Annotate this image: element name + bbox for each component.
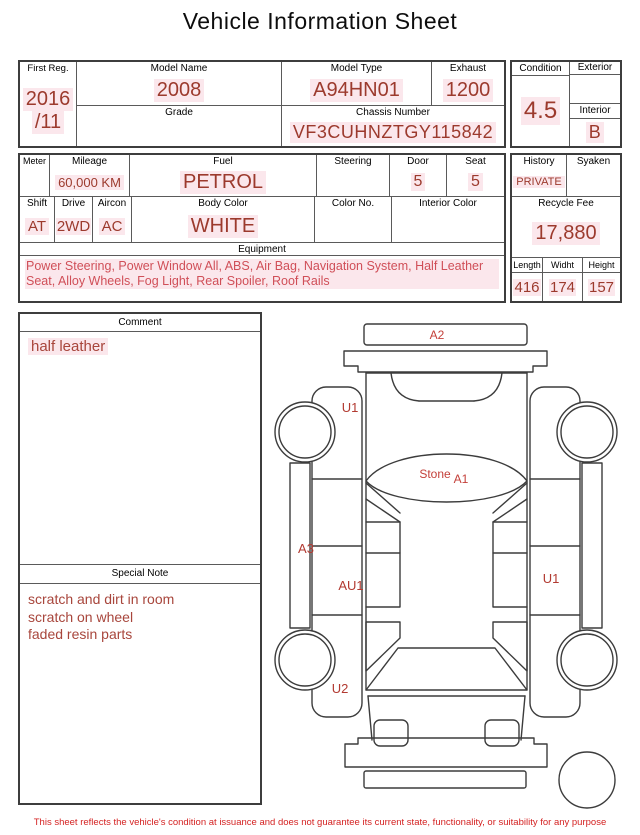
history-label: History — [523, 156, 555, 167]
history-row — [512, 155, 620, 197]
spec-row-2 — [20, 197, 504, 243]
condition-value: 4.5 — [521, 97, 560, 125]
vehicle-identity-table — [18, 60, 506, 148]
spare-wheel — [559, 752, 615, 808]
steering-label: Steering — [334, 156, 372, 167]
interior-label: Interior — [570, 103, 620, 119]
rear-window — [366, 648, 527, 690]
color-no-label: Color No. — [331, 198, 375, 209]
door-value: 5 — [411, 173, 426, 191]
special-note-label: Special Note — [20, 564, 260, 584]
model-name-cell — [77, 62, 282, 105]
exterior-label: Exterior — [570, 62, 620, 75]
fuel-cell — [130, 155, 317, 196]
width-label: Widht — [543, 258, 582, 273]
damage-label-a1: A1 — [453, 472, 469, 486]
front-left-wheel — [275, 402, 335, 462]
page-title: Vehicle Information Sheet — [182, 8, 458, 34]
model-type-label: Model Type — [330, 63, 383, 74]
door-label: Door — [407, 156, 429, 167]
model-name-value: 2008 — [154, 79, 205, 102]
shift-label: Shift — [26, 198, 47, 209]
special-note-area — [20, 584, 260, 803]
recycle-fee-cell — [512, 197, 620, 258]
door-cell — [390, 155, 447, 196]
model-type-cell — [282, 62, 432, 105]
drive-value: 2WD — [56, 217, 91, 235]
rear-right-wheel — [557, 630, 617, 690]
length-cell — [512, 258, 543, 301]
car-damage-diagram — [270, 310, 640, 810]
comment-box — [18, 312, 262, 805]
shift-value: AT — [25, 218, 49, 235]
syaken-cell — [567, 155, 620, 196]
comment-value: half leather — [28, 338, 108, 355]
damage-label-a3: A3 — [298, 541, 314, 556]
width-value: 174 — [549, 278, 576, 296]
exhaust-value: 1200 — [443, 79, 494, 102]
chassis-number-label: Chassis Number — [356, 107, 430, 118]
meter-label: Meter — [22, 156, 46, 166]
history-recycle-table — [510, 153, 622, 303]
body-color-cell — [132, 197, 315, 242]
spec-row-1 — [20, 155, 504, 197]
equipment-label: Equipment — [20, 243, 504, 256]
first-reg-label: First Reg. — [27, 63, 69, 74]
damage-label-stone: Stone — [419, 467, 451, 481]
front-bumper-top — [364, 324, 527, 345]
grade-cell — [77, 106, 282, 146]
meter-cell — [20, 155, 50, 196]
recycle-fee-label: Recycle Fee — [538, 198, 594, 209]
aircon-cell — [93, 197, 132, 242]
equipment-value-area — [20, 256, 504, 301]
recycle-fee-value: 17,880 — [532, 222, 599, 245]
front-right-wheel — [557, 402, 617, 462]
shift-cell — [20, 197, 55, 242]
exterior-interior-cell — [570, 62, 620, 146]
identity-row-bottom — [77, 106, 504, 146]
comment-label: Comment — [20, 314, 260, 332]
right-rocker-panel — [582, 463, 602, 628]
interior-value: B — [586, 122, 605, 143]
model-name-label: Model Name — [150, 63, 208, 74]
special-note-line: scratch on wheel — [28, 608, 134, 625]
front-bumper — [344, 351, 547, 372]
damage-label-u2: U2 — [331, 681, 349, 696]
first-reg-cell — [20, 62, 77, 146]
chassis-number-value: VF3CUHNZTGY115842 — [290, 122, 496, 143]
disclaimer-text: This sheet reflects the vehicle's condition at issuance and does not guarantee its current state, functionality, or suitability for any purpose — [33, 817, 607, 828]
width-cell — [543, 258, 583, 301]
body-color-label: Body Color — [198, 198, 248, 209]
drive-label: Drive — [61, 198, 86, 209]
height-label: Height — [583, 258, 620, 273]
mileage-cell — [50, 155, 130, 196]
damage-label-u1-left: U1 — [341, 400, 359, 415]
condition-table — [510, 60, 622, 148]
syaken-label: Syaken — [576, 156, 611, 167]
damage-label-a2: A2 — [429, 328, 445, 342]
condition-cell — [512, 62, 570, 146]
exhaust-label: Exhaust — [449, 63, 487, 74]
rear-bumper — [345, 738, 547, 767]
damage-label-au1: AU1 — [338, 578, 364, 593]
body-color-value: WHITE — [188, 215, 258, 238]
exhaust-cell — [432, 62, 504, 105]
first-reg-value-month: /11 — [32, 111, 64, 134]
fuel-value: PETROL — [180, 171, 266, 194]
equipment-value: Power Steering, Power Window All, ABS, Air Bag, Navigation System, Half Leather Seat, Alloy Wheels, Fog Light, Rear Spoiler, Roof Rails — [25, 259, 499, 289]
mileage-label: Mileage — [71, 156, 108, 167]
length-label: Length — [512, 258, 542, 273]
drive-cell — [55, 197, 93, 242]
rear-left-wheel — [275, 630, 335, 690]
first-reg-value-year: 2016 — [23, 88, 74, 111]
rear-bumper-lower — [364, 771, 526, 788]
comment-area — [20, 332, 260, 564]
damage-label-u1-right: U1 — [542, 571, 560, 586]
special-note-line: faded resin parts — [28, 626, 133, 642]
seat-label: Seat — [465, 156, 486, 167]
seat-cell — [447, 155, 504, 196]
vehicle-spec-table — [18, 153, 506, 303]
aircon-value: AC — [99, 218, 126, 235]
seat-value: 5 — [468, 173, 483, 191]
grade-label: Grade — [165, 107, 193, 118]
length-value: 416 — [514, 278, 540, 296]
interior-color-label: Interior Color — [419, 198, 477, 209]
model-type-value: A94HN01 — [310, 79, 403, 102]
fuel-label: Fuel — [213, 156, 233, 167]
height-value: 157 — [588, 278, 615, 296]
color-no-cell — [315, 197, 392, 242]
chassis-number-cell — [282, 106, 504, 146]
identity-row-top — [77, 62, 504, 106]
special-note-line: scratch and dirt in room — [28, 591, 175, 607]
aircon-label: Aircon — [97, 198, 127, 209]
dimensions-row — [512, 258, 620, 301]
condition-label: Condition — [512, 62, 569, 76]
history-cell — [512, 155, 567, 196]
interior-color-cell — [392, 197, 504, 242]
history-value: PRIVATE — [513, 176, 564, 188]
exterior-value — [570, 75, 620, 103]
height-cell — [583, 258, 620, 301]
steering-cell — [317, 155, 390, 196]
mileage-value: 60,000 KM — [55, 175, 124, 190]
